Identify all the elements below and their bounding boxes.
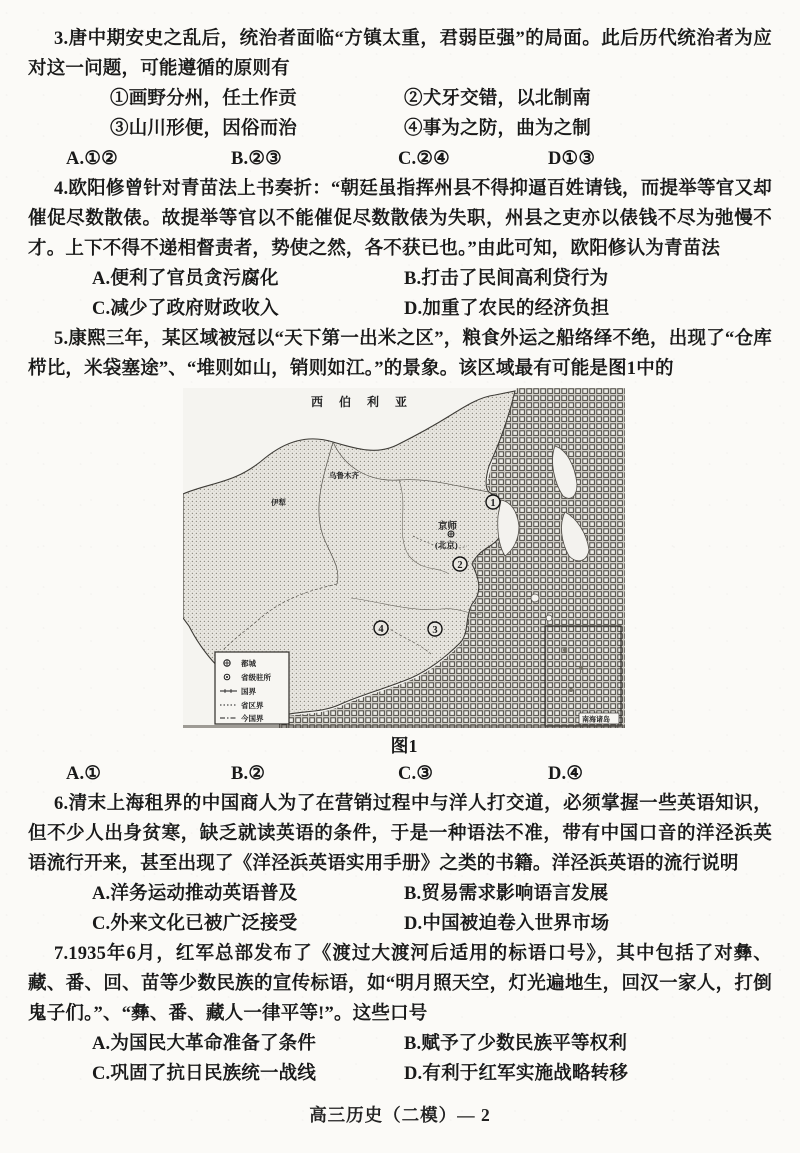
question-6-options-row2 [0, 909, 800, 939]
option-c: C.外来文化已被广泛接受 [92, 914, 298, 934]
question-5-stem: 5.康熙三年，某区域被冠以“天下第一出米之区”，粮食外运之船络绎不绝，出现了“仓库栉比，米袋塞途”、“堆则如山，销则如江。”的景象。该区域最有可能是图1中的 [28, 329, 772, 379]
island [531, 594, 539, 602]
question-7-options-row1 [0, 1029, 800, 1059]
capital-icon [448, 531, 454, 537]
map-marker-4 [374, 621, 388, 635]
qing-china-map [183, 388, 625, 759]
question-5 [0, 324, 800, 789]
question-7 [0, 939, 800, 1089]
legend-capital: 都城 [241, 659, 256, 668]
question-3-items-row1 [0, 84, 800, 114]
option-a: A.①② [66, 149, 118, 169]
option-b: B.贸易需求影响语言发展 [404, 884, 609, 904]
inset-label: 南海诸岛 [582, 715, 610, 724]
question-5-options [0, 759, 800, 789]
question-3 [0, 24, 800, 174]
option-d: D①③ [548, 149, 596, 169]
label-urumqi: 乌鲁木齐 [329, 471, 359, 480]
option-b: B.赋予了少数民族平等权利 [404, 1034, 628, 1054]
map-marker-3 [428, 622, 442, 636]
option-b: B.打击了民间高利贷行为 [404, 269, 609, 289]
option-c: C.减少了政府财政收入 [92, 299, 279, 319]
option-a: A.便利了官员贪污腐化 [92, 269, 279, 289]
statement-1: ①画野分州，任土作贡 [110, 89, 298, 109]
question-7-stem: 7.1935年6月，红军总部发布了《渡过大渡河后适用的标语口号》，其中包括了对彝、藏、番、回、苗等少数民族的宣传标语，如“明月照天空，灯光遍地生，回汉一家人，打倒鬼子们。”、“彝、番、藏人一律平等!”。这些口号 [28, 944, 772, 1024]
page-footer: 高三历史（二模）— 2 [309, 1105, 491, 1125]
option-d: D.加重了农民的经济负担 [404, 299, 610, 319]
legend-province-border: 省区界 [241, 701, 264, 710]
statement-2: ②犬牙交错，以北制南 [404, 89, 592, 109]
question-6-options-row1 [0, 879, 800, 909]
statement-3: ③山川形便，因俗而治 [110, 119, 298, 139]
label-capital-alt: (北京) [435, 540, 458, 550]
map-bottom-edge [183, 725, 625, 728]
map-figure [183, 388, 625, 728]
island [546, 615, 552, 621]
label-siberia: 西伯利亚 [311, 395, 424, 409]
question-4-stem: 4.欧阳修曾针对青苗法上书奏折：“朝廷虽指挥州县不得抑逼百姓请钱，而提举等官又却催促尽数散俵。故提举等官以不能催促尽数散俵为失职，州县之吏亦以俵钱不尽为弛慢不才。上下不得不递相督责者，势使之然，各不获已也。”由此可知，欧阳修认为青苗法 [28, 179, 772, 259]
option-d: D.④ [548, 764, 584, 784]
option-a: A.为国民大革命准备了条件 [92, 1034, 317, 1054]
figure-caption: 图1 [390, 736, 418, 756]
label-yili: 伊犁 [271, 498, 286, 507]
question-3-items-row2 [0, 114, 800, 144]
legend-provincial-seat: 省级驻所 [241, 673, 271, 682]
label-capital: 京师 [438, 522, 458, 532]
option-d: D.中国被迫卷入世界市场 [404, 914, 610, 934]
legend-modern-border: 今国界 [241, 714, 264, 723]
question-6-stem: 6.清末上海租界的中国商人为了在营销过程中与洋人打交道，必须掌握一些英语知识，但不少人出身贫寒，缺乏就读英语的条件，于是一种语法不准，带有中国口音的洋泾浜英语流行开来，甚至出现了《洋泾浜英语实用手册》之类的书籍。洋泾浜英语的流行说明 [28, 794, 772, 874]
question-7-options-row2 [0, 1059, 800, 1089]
option-c: C.巩固了抗日民族统一战线 [92, 1064, 317, 1084]
map-marker-2 [453, 557, 467, 571]
svg-text:4: 4 [378, 624, 384, 635]
svg-text:2: 2 [457, 560, 463, 571]
option-b: B.②③ [231, 149, 282, 169]
svg-text:1: 1 [490, 498, 496, 509]
question-3-options [0, 144, 800, 174]
question-4 [0, 174, 800, 324]
question-3-stem: 3.唐中期安史之乱后，统治者面临“方镇太重，君弱臣强”的局面。此后历代统治者为应对这一问题，可能遵循的原则有 [28, 29, 772, 79]
option-a: A.洋务运动推动英语普及 [92, 884, 298, 904]
map-marker-1 [486, 495, 500, 509]
svg-text:3: 3 [432, 625, 438, 636]
legend-national-border: 国界 [241, 687, 256, 696]
option-c: C.②④ [398, 149, 450, 169]
question-6 [0, 789, 800, 939]
statement-4: ④事为之防，曲为之制 [404, 119, 592, 139]
question-4-options-row2 [0, 294, 800, 324]
option-c: C.③ [398, 764, 434, 784]
map-legend [215, 652, 289, 724]
south-sea-inset [545, 626, 621, 726]
option-a: A.① [66, 764, 102, 784]
option-b: B.② [231, 764, 266, 784]
option-d: D.有利于红军实施战略转移 [404, 1064, 629, 1084]
question-4-options-row1 [0, 264, 800, 294]
